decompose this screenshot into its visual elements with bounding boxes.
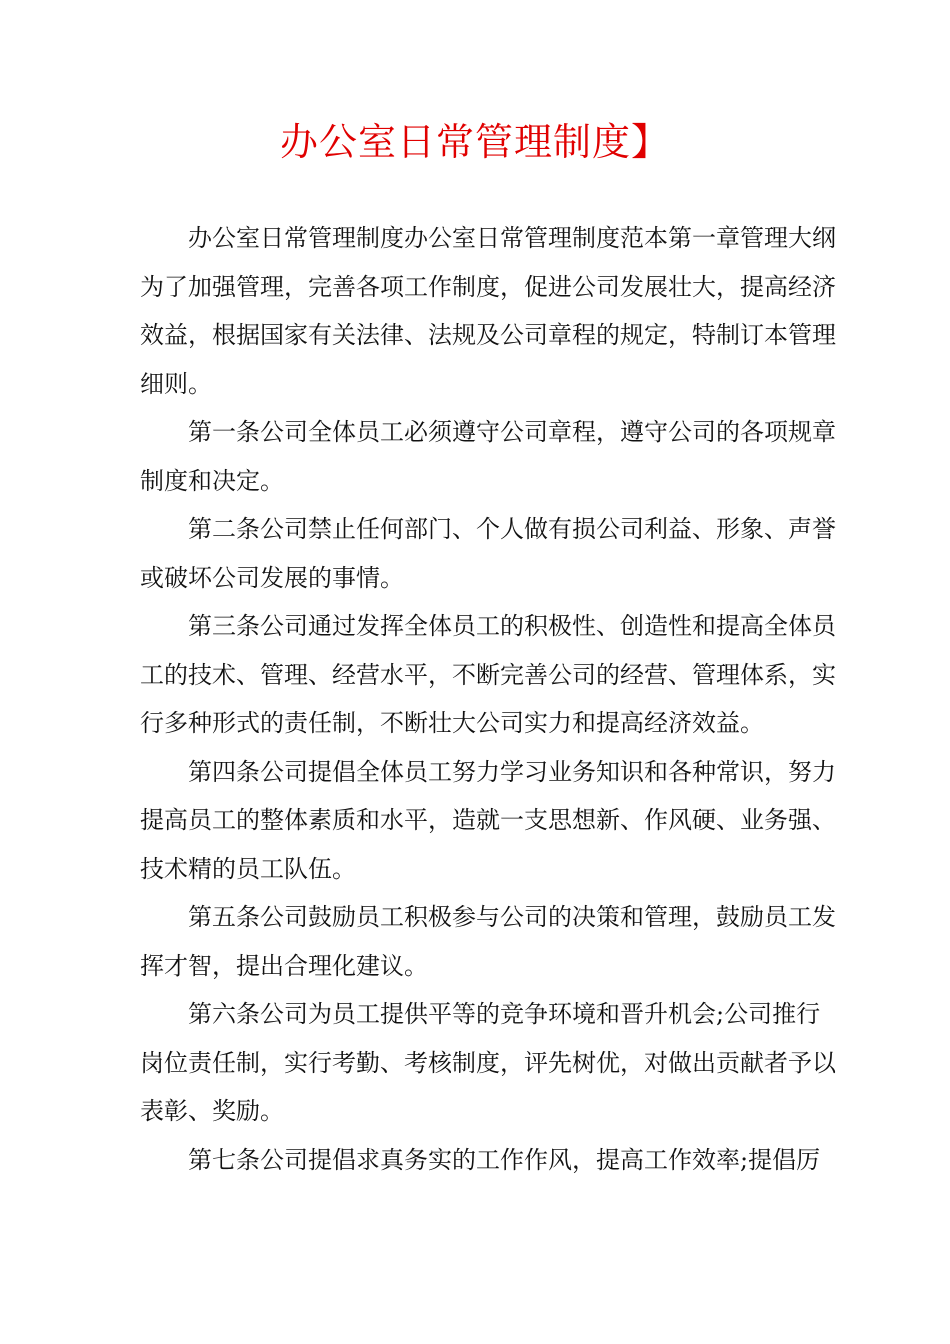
paragraph-line: 为了加强管理，完善各项工作制度，促进公司发展壮大，提高经济: [140, 272, 836, 301]
paragraph-5: [140, 748, 836, 894]
paragraph-8: [140, 1136, 820, 1185]
paragraph-line: 技术精的员工队伍。: [140, 854, 356, 883]
document-title: 办公室日常管理制度】: [279, 120, 670, 164]
paragraph-line: 第二条公司禁止任何部门、个人做有损公司利益、形象、声誉: [188, 515, 836, 543]
paragraph-line: 第五条公司鼓励员工积极参与公司的决策和管理，鼓励员工发: [188, 903, 836, 931]
paragraph-3: [140, 505, 836, 602]
paragraph-line: 提高员工的整体素质和水平，造就一支思想新、作风硬、业务强、: [140, 806, 836, 834]
paragraph-line: 第七条公司提倡求真务实的工作作风，提高工作效率;提倡厉: [188, 1145, 821, 1174]
paragraph-line: 挥才智，提出合理化建议。: [140, 951, 428, 980]
paragraph-line: 效益，根据国家有关法律、法规及公司章程的规定，特制订本管理: [140, 321, 836, 349]
paragraph-line: 表彰、奖励。: [140, 1097, 284, 1125]
paragraph-line: 或破坏公司发展的事情。: [140, 563, 404, 592]
document-body: [140, 214, 836, 1184]
paragraph-6: [140, 893, 836, 990]
paragraph-line: 第三条公司通过发挥全体员工的积极性、创造性和提高全体员: [188, 612, 836, 640]
paragraph-1: [140, 214, 836, 408]
paragraph-7: [140, 990, 836, 1136]
paragraph-line: 细则。: [140, 369, 212, 398]
paragraph-line: 制度和决定。: [140, 466, 284, 495]
paragraph-line: 岗位责任制，实行考勤、考核制度，评先树优，对做出贡献者予以: [140, 1048, 836, 1077]
paragraph-2: [140, 408, 836, 505]
paragraph-line: 第一条公司全体员工必须遵守公司章程，遵守公司的各项规章: [188, 418, 836, 446]
paragraph-line: 行多种形式的责任制，不断壮大公司实力和提高经济效益。: [140, 709, 764, 737]
paragraph-line: 工的技术、管理、经营水平，不断完善公司的经营、管理体系，实: [140, 660, 836, 689]
paragraph-line: 办公室日常管理制度办公室日常管理制度范本第一章管理大纲: [188, 224, 836, 252]
paragraph-4: [140, 602, 836, 748]
paragraph-line: 第四条公司提倡全体员工努力学习业务知识和各种常识，努力: [188, 757, 836, 786]
paragraph-line: 第六条公司为员工提供平等的竞争环境和晋升机会;公司推行: [188, 1000, 821, 1028]
